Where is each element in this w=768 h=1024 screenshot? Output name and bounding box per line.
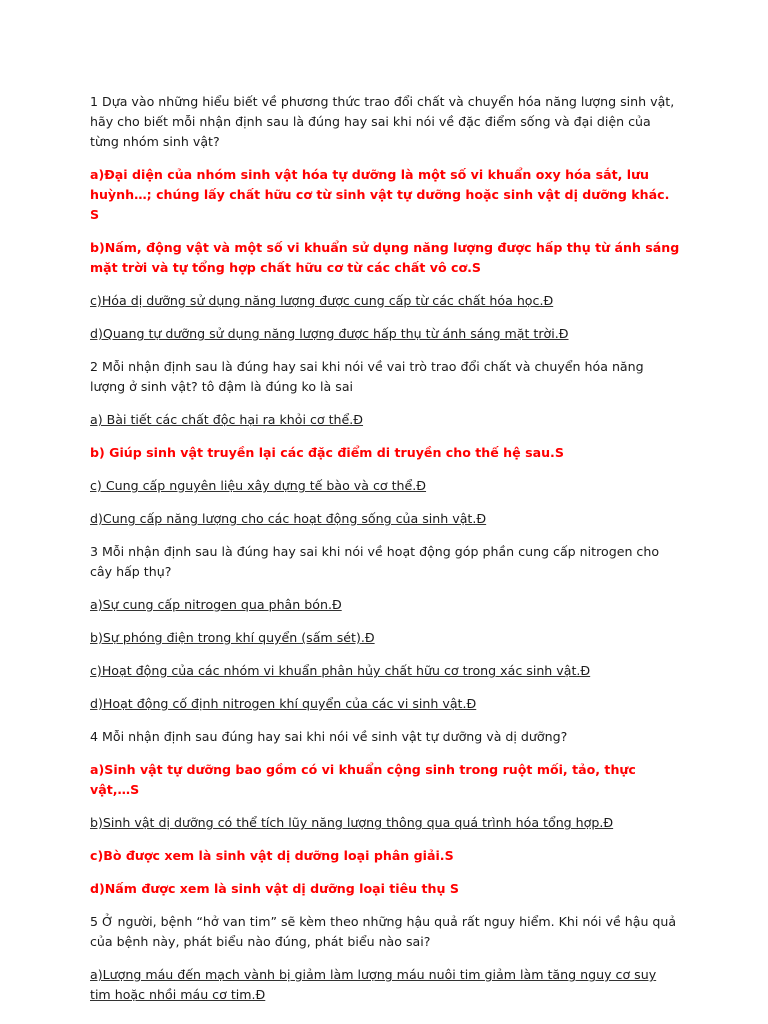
question-3: 3 Mỗi nhận định sau là đúng hay sai khi nói về hoạt động góp phần cung cấp nitrogen cho cây hấp thụ? [90, 544, 660, 579]
q1-option-d: d)Quang tự dưỡng sử dụng năng lượng được hấp thụ từ ánh sáng mặt trời.Đ [90, 326, 569, 341]
q3-option-b: b)Sự phóng điện trong khí quyển (sấm sét).Đ [90, 630, 375, 645]
q3-option-c: c)Hoạt động của các nhóm vi khuẩn phân hủy chất hữu cơ trong xác sinh vật.Đ [90, 663, 591, 678]
document-body [90, 92, 680, 1018]
q4-option-d: d)Nấm được xem là sinh vật dị dưỡng loại tiêu thụ S [90, 881, 459, 896]
q1-option-c: c)Hóa dị dưỡng sử dụng năng lượng được cung cấp từ các chất hóa học.Đ [90, 293, 554, 308]
q1-option-a: a)Đại diện của nhóm sinh vật hóa tự dưỡng là một số vi khuẩn oxy hóa sắt, lưu huỳnh…; chúng lấy chất hữu cơ từ sinh vật tự dưỡng hoặc sinh vật dị dưỡng khác. S [90, 167, 670, 222]
q1-option-b: b)Nấm, động vật và một số vi khuẩn sử dụng năng lượng được hấp thụ từ ánh sáng mặt trời và tự tổng hợp chất hữu cơ từ các chất vô cơ.S [90, 240, 680, 275]
q2-option-b: b) Giúp sinh vật truyền lại các đặc điểm di truyền cho thế hệ sau.S [90, 445, 564, 460]
question-5: 5 Ở người, bệnh “hở van tim” sẽ kèm theo những hậu quả rất nguy hiểm. Khi nói về hậu quả của bệnh này, phát biểu nào đúng, phát biểu nào sai? [90, 914, 677, 949]
q2-option-d: d)Cung cấp năng lượng cho các hoạt động sống của sinh vật.Đ [90, 511, 487, 526]
q3-option-a: a)Sự cung cấp nitrogen qua phân bón.Đ [90, 597, 342, 612]
q5-option-a: a)Lượng máu đến mạch vành bị giảm làm lượng máu nuôi tim giảm làm tăng nguy cơ suy tim hoặc nhồi máu cơ tim.Đ [90, 967, 657, 1002]
question-1: 1 Dựa vào những hiểu biết về phương thức trao đổi chất và chuyển hóa năng lượng sinh vật, hãy cho biết mỗi nhận định sau là đúng hay sai khi nói về đặc điểm sống và đại diện của từng nhóm sinh vật? [90, 94, 675, 149]
question-2: 2 Mỗi nhận định sau là đúng hay sai khi nói về vai trò trao đổi chất và chuyển hóa năng lượng ở sinh vật? tô đậm là đúng ko là sai [90, 359, 644, 394]
q4-option-a: a)Sinh vật tự dưỡng bao gồm có vi khuẩn cộng sinh trong ruột mối, tảo, thực vật,…S [90, 762, 636, 797]
q2-option-c: c) Cung cấp nguyên liệu xây dựng tế bào và cơ thể.Đ [90, 478, 427, 493]
q4-option-b: b)Sinh vật dị dưỡng có thể tích lũy năng lượng thông qua quá trình hóa tổng hợp.Đ [90, 815, 614, 830]
q2-option-a: a) Bài tiết các chất độc hại ra khỏi cơ thể.Đ [90, 412, 364, 427]
question-4: 4 Mỗi nhận định sau đúng hay sai khi nói về sinh vật tự dưỡng và dị dưỡng? [90, 729, 568, 744]
q4-option-c: c)Bò được xem là sinh vật dị dưỡng loại phân giải.S [90, 848, 454, 863]
q3-option-d: d)Hoạt động cố định nitrogen khí quyển của các vi sinh vật.Đ [90, 696, 477, 711]
